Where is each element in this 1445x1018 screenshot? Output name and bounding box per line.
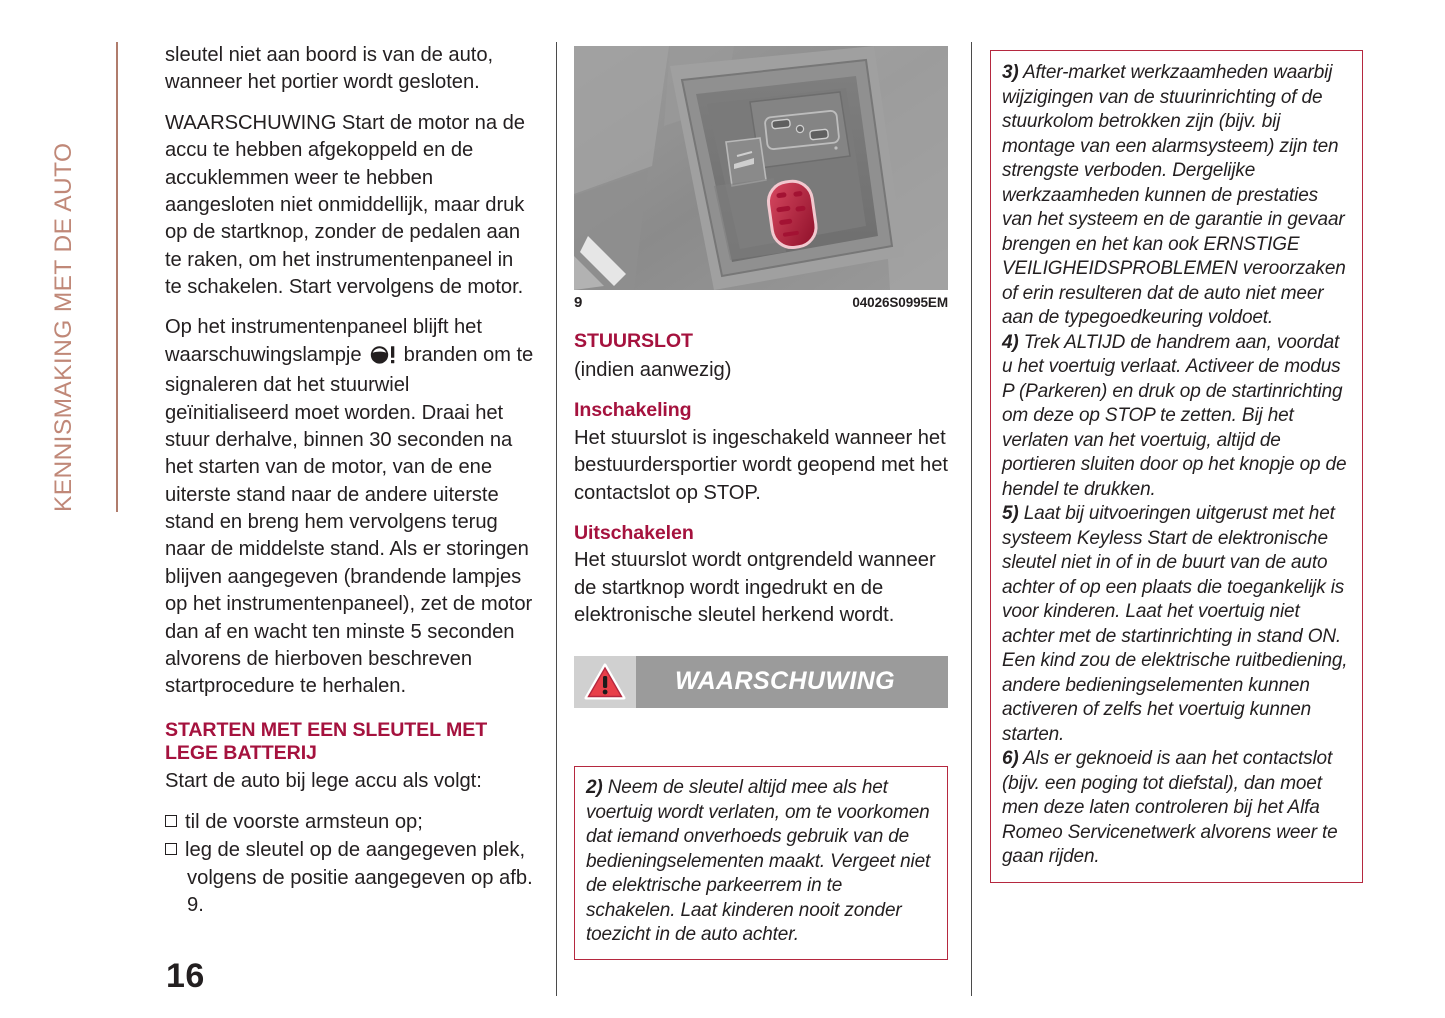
console-illustration: [574, 46, 948, 290]
warning-body: Neem de sleutel altijd mee als het voertuig wordt verlaten, om te voorkomen dat iemand onverhoeds gebruik van de bedieningselementen maakt. Vergeet niet de elektrische parkeerrem in te schakelen. Laat kinderen nooit zonder toezicht in de auto achter.: [586, 777, 931, 945]
paragraph-dead-battery-intro: Start de auto bij lege accu als volgt:: [165, 770, 482, 793]
warning-text: [1002, 61, 1351, 331]
warning-banner-label: WAARSCHUWING: [674, 667, 896, 696]
subheading-inschakeling: Inschakeling: [574, 399, 692, 422]
section-heading-dead-key-start: STARTEN MET EEN SLEUTEL MET LEGE BATTERIJ: [165, 718, 488, 764]
figure-code: 04026S0995EM: [852, 295, 948, 310]
middle-column: [574, 330, 948, 708]
paragraph-uitschakelen: Het stuurslot wordt ontgrendeld wanneer de startknop wordt ingedrukt en de elektronische sleutel herkend wordt.: [574, 549, 936, 627]
warning-body: After-market werkzaamheden waarbij wijzigingen van de stuurinrichting of de stuurkolom betrokken zijn (bijv. bij montage van een alarmsysteem) zijn ten strengste verboden. Dergelijke werkzaamheden kunnen de prestaties van het systeem en de garantie in gevaar brengen en het kan ook ERNSTIGE VEILIGHEIDSPROBLEMEN veroorzaken of erin resulteren dat de auto niet meer aan de typegoedkeuring voldoet.: [1002, 62, 1346, 328]
figure-caption: [574, 294, 948, 311]
warning-box-right: [990, 50, 1363, 883]
warning-body: Trek ALTIJD de handrem aan, voordat u het voertuig verlaat. Activeer de modus P (Parkeren) en druk op de startinrichting om deze op STOP te zetten. Bij het verlaten van het voertuig, altijd de portieren sluiten door op het knopje op de hendel te drukken.: [1002, 331, 1347, 500]
dead-battery-steps: [165, 809, 535, 920]
warning-number: 2): [586, 777, 603, 798]
figure-image-center-console: [574, 46, 948, 290]
column-divider-2: [971, 42, 972, 996]
warning-body: Als er geknoeid is aan het contactslot (bijv. een poging tot diefstal), dan moet men deze laten controleren bij het Alfa Romeo Servicenetwerk alvorens weer te gaan rijden.: [1002, 748, 1338, 867]
warning-text: [1002, 502, 1351, 747]
section-heading-stuurslot: STUURSLOT: [574, 330, 693, 352]
warning-number: 3): [1002, 62, 1019, 83]
warning-body: Laat bij uitvoeringen uitgerust met het systeem Keyless Start de elektronische sleutel niet in of in de buurt van de auto achter of op een plaats die toegankelijk is voor kinderen. Laat het voertuig niet achter met de startinrichting in stand ON. Een kind zou de elektrische ruitbediening, andere bedieningselementen kunnen activeren of zelfs het voertuig kunnen starten.: [1002, 503, 1348, 745]
warning-number: 6): [1002, 748, 1019, 769]
warning-box-2: [574, 766, 948, 960]
chapter-tab-label: KENNISMAKING MET DE AUTO: [50, 142, 77, 512]
subheading-uitschakelen: Uitschakelen: [574, 521, 694, 544]
paragraph-cluster-lamp: [165, 314, 535, 700]
chapter-tab-rule: [116, 42, 118, 512]
warning-text: [1002, 747, 1351, 870]
checkbox-bullet-icon: [165, 815, 177, 827]
chapter-tab: [50, 42, 118, 512]
paragraph-warning-start: WAARSCHUWING Start de motor na de accu te hebben afgekoppeld en de accuklemmen weer te hebben aangesloten niet onmiddellijk, maar druk op de startknop, zonder de pedalen aan te raken, om het instrumentenpaneel in te schakelen. Start vervolgens de motor.: [165, 111, 525, 298]
list-item-label: leg de sleutel op de aangegeven plek, volgens de positie aangegeven op afb. 9.: [185, 839, 533, 916]
figure-number: 9: [574, 294, 583, 311]
warning-banner: [574, 656, 948, 708]
left-column: [165, 42, 535, 920]
warning-text: [586, 776, 936, 948]
paragraph-post-icon: branden om te signaleren dat het stuurwiel geïnitialiseerd moet worden. Draai het stuur derhalve, binnen 30 seconden na het starten van de motor, van de ene uiterste stand naar de andere uiterste stand en breng hem vervolgens terug naar de middelste stand. Als er storingen blijven aangegeven (brandende lampjes op het instrumentenpaneel), zet de motor dan af en wacht ten minste 5 seconden alvorens de hierboven beschreven startprocedure te herhalen.: [165, 343, 534, 698]
figure-9: [574, 46, 948, 311]
stuurslot-subtitle: (indien aanwezig): [574, 358, 732, 381]
warning-triangle-icon: [584, 663, 626, 701]
list-item: [165, 837, 535, 919]
warning-number: 5): [1002, 503, 1019, 524]
paragraph-pre-icon: Op het instrumentenpaneel blijft het waarschuwingslampje: [165, 316, 482, 366]
list-item-label: til de voorste armsteun op;: [185, 810, 423, 833]
paragraph-continued: sleutel niet aan boord is van de auto, wanneer het portier wordt gesloten.: [165, 44, 494, 94]
list-item: [165, 809, 535, 836]
column-divider-1: [556, 42, 557, 996]
warning-number: 4): [1002, 331, 1019, 353]
page-number: 16: [166, 957, 205, 995]
checkbox-bullet-icon: [165, 843, 177, 855]
warning-text: [1002, 331, 1351, 503]
paragraph-inschakeling: Het stuurslot is ingeschakeld wanneer het bestuurdersportier wordt geopend met het contactslot op STOP.: [574, 426, 948, 504]
steering-wheel-warning-icon: [370, 345, 397, 372]
warning-triangle-cell: [574, 656, 636, 708]
